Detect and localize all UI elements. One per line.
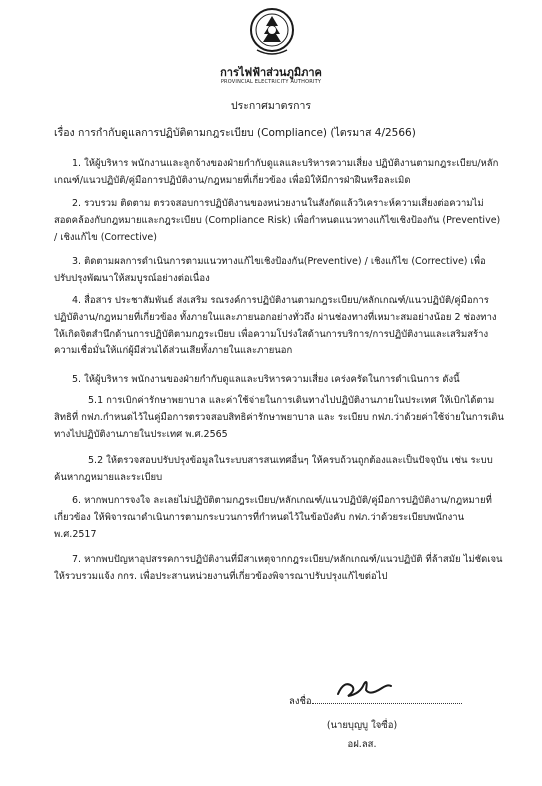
paragraph-4: 4. สื่อสาร ประชาสัมพันธ์ ส่งเสริม รณรงค์การปฏิบัติงานตามกฎระเบียบ/หลักเกณฑ์/แนวปฏิบัติ/คู่มือการปฏิบัติงาน/กฎหมายที่เกี่ยวข้อง ทั้งภายในและภายนอกอย่างทั่วถึง ผ่านช่องทางที่เหมาะสมอย่างน้อย 2 ช่องทาง ให้เกิดจิตสำนึกด้านการปฏิบัติตามกฎระเบียบ เพื่อความโปร่งใสด้านการบริการ/การปฏิบัติงานและเสริมสร้างความเชื่อมั่นให้แก่ผู้มีส่วนได้ส่วนเสียทั้งภายในและภายนอก (54, 295, 497, 357)
paragraph-5: 5. ให้ผู้บริหาร พนักงานของฝ่ายกำกับดูแลและบริหารความเสี่ยง เคร่งครัดในการดำเนินการ ดังนี้ (72, 374, 460, 385)
signature-label: ลงชื่อ (289, 696, 312, 707)
signer-name: (นายบุญบู ใจซื่อ) (326, 720, 398, 731)
document-subject (54, 124, 416, 141)
org-name-thai: การไฟฟ้าส่วนภูมิภาค (220, 66, 322, 79)
document-type: ประกาศมาตรการ (230, 100, 312, 112)
subject-text: การกำกับดูแลการปฏิบัติตามกฎระเบียบ (Compliance) (ไตรมาส 4/2566) (78, 127, 416, 139)
signature-line (289, 693, 462, 709)
subject-label: เรื่อง (54, 127, 75, 139)
signature-dotted-line (312, 693, 462, 704)
pea-logo (247, 6, 297, 62)
paragraph-6: 6. หากพบการจงใจ ละเลยไม่ปฏิบัติตามกฎระเบียบ/หลักเกณฑ์/แนวปฏิบัติ/คู่มือการปฏิบัติงาน/กฎหมายที่เกี่ยวข้อง ให้พิจารณาดำเนินการตามกระบวนการที่กำหนดไว้ในข้อบังคับ กฟภ.ว่าด้วยระเบียบพนักงาน พ.ศ.2517 (54, 495, 492, 540)
org-name-english: PROVINCIAL ELECTRICITY AUTHORITY (220, 79, 322, 85)
paragraph-5-1: 5.1 การเบิกค่ารักษาพยาบาล และค่าใช้จ่ายในการเดินทางไปปฏิบัติงานภายในประเทศ ให้เบิกได้ตามสิทธิที่ กฟภ.กำหนดไว้ในคู่มือการตรวจสอบสิทธิค่ารักษาพยาบาล และ ระเบียบ กฟภ.ว่าด้วยค่าใช้จ่ายในการเดินทางไปปฏิบัติงานภายในประเทศ พ.ศ.2565 (54, 395, 504, 440)
paragraph-3: 3. ติดตามผลการดำเนินการตามแนวทางแก้ไขเชิงป้องกัน(Preventive) / เชิงแก้ไข (Corrective) เพื่อปรับปรุงพัฒนาให้สมบูรณ์อย่างต่อเนื่อง (54, 256, 486, 284)
paragraph-2: 2. รวบรวม ติดตาม ตรวจสอบการปฏิบัติงานของหน่วยงานในสังกัดแล้ววิเคราะห์ความเสี่ยงต่อความไม่สอดคล้องกับกฎหมายและกฎระเบียบ (Compliance Risk) เพื่อกำหนดแนวทางแก้ไขเชิงป้องกัน (Preventive) / เชิงแก้ไข (Corrective) (54, 198, 501, 243)
signer-position: อฝ.ลส. (347, 739, 377, 750)
paragraph-7: 7. หากพบปัญหาอุปสรรคการปฏิบัติงานที่มีสาเหตุจากกฎระเบียบ/หลักเกณฑ์/แนวปฏิบัติ ที่ล้าสมัย ไม่ชัดเจน ให้รวบรวมแจ้ง กกร. เพื่อประสานหน่วยงานที่เกี่ยวข้องพิจารณาปรับปรุงแก้ไขต่อไป (54, 554, 503, 582)
paragraph-5-2: 5.2 ให้ตรวจสอบปรับปรุงข้อมูลในระบบสารสนเทศอื่นๆ ให้ครบถ้วนถูกต้องและเป็นปัจจุบัน เช่น ระบบค้นหากฎหมายและระเบียบ (54, 455, 493, 483)
paragraph-1: 1. ให้ผู้บริหาร พนักงานและลูกจ้างของฝ่ายกำกับดูแลและบริหารความเสี่ยง ปฏิบัติงานตามกฎระเบียบ/หลักเกณฑ์/แนวปฏิบัติ/คู่มือการปฏิบัติงาน/กฎหมายที่เกี่ยวข้อง เพื่อมิให้มีการฝ่าฝืนหรือละเมิด (54, 158, 499, 186)
